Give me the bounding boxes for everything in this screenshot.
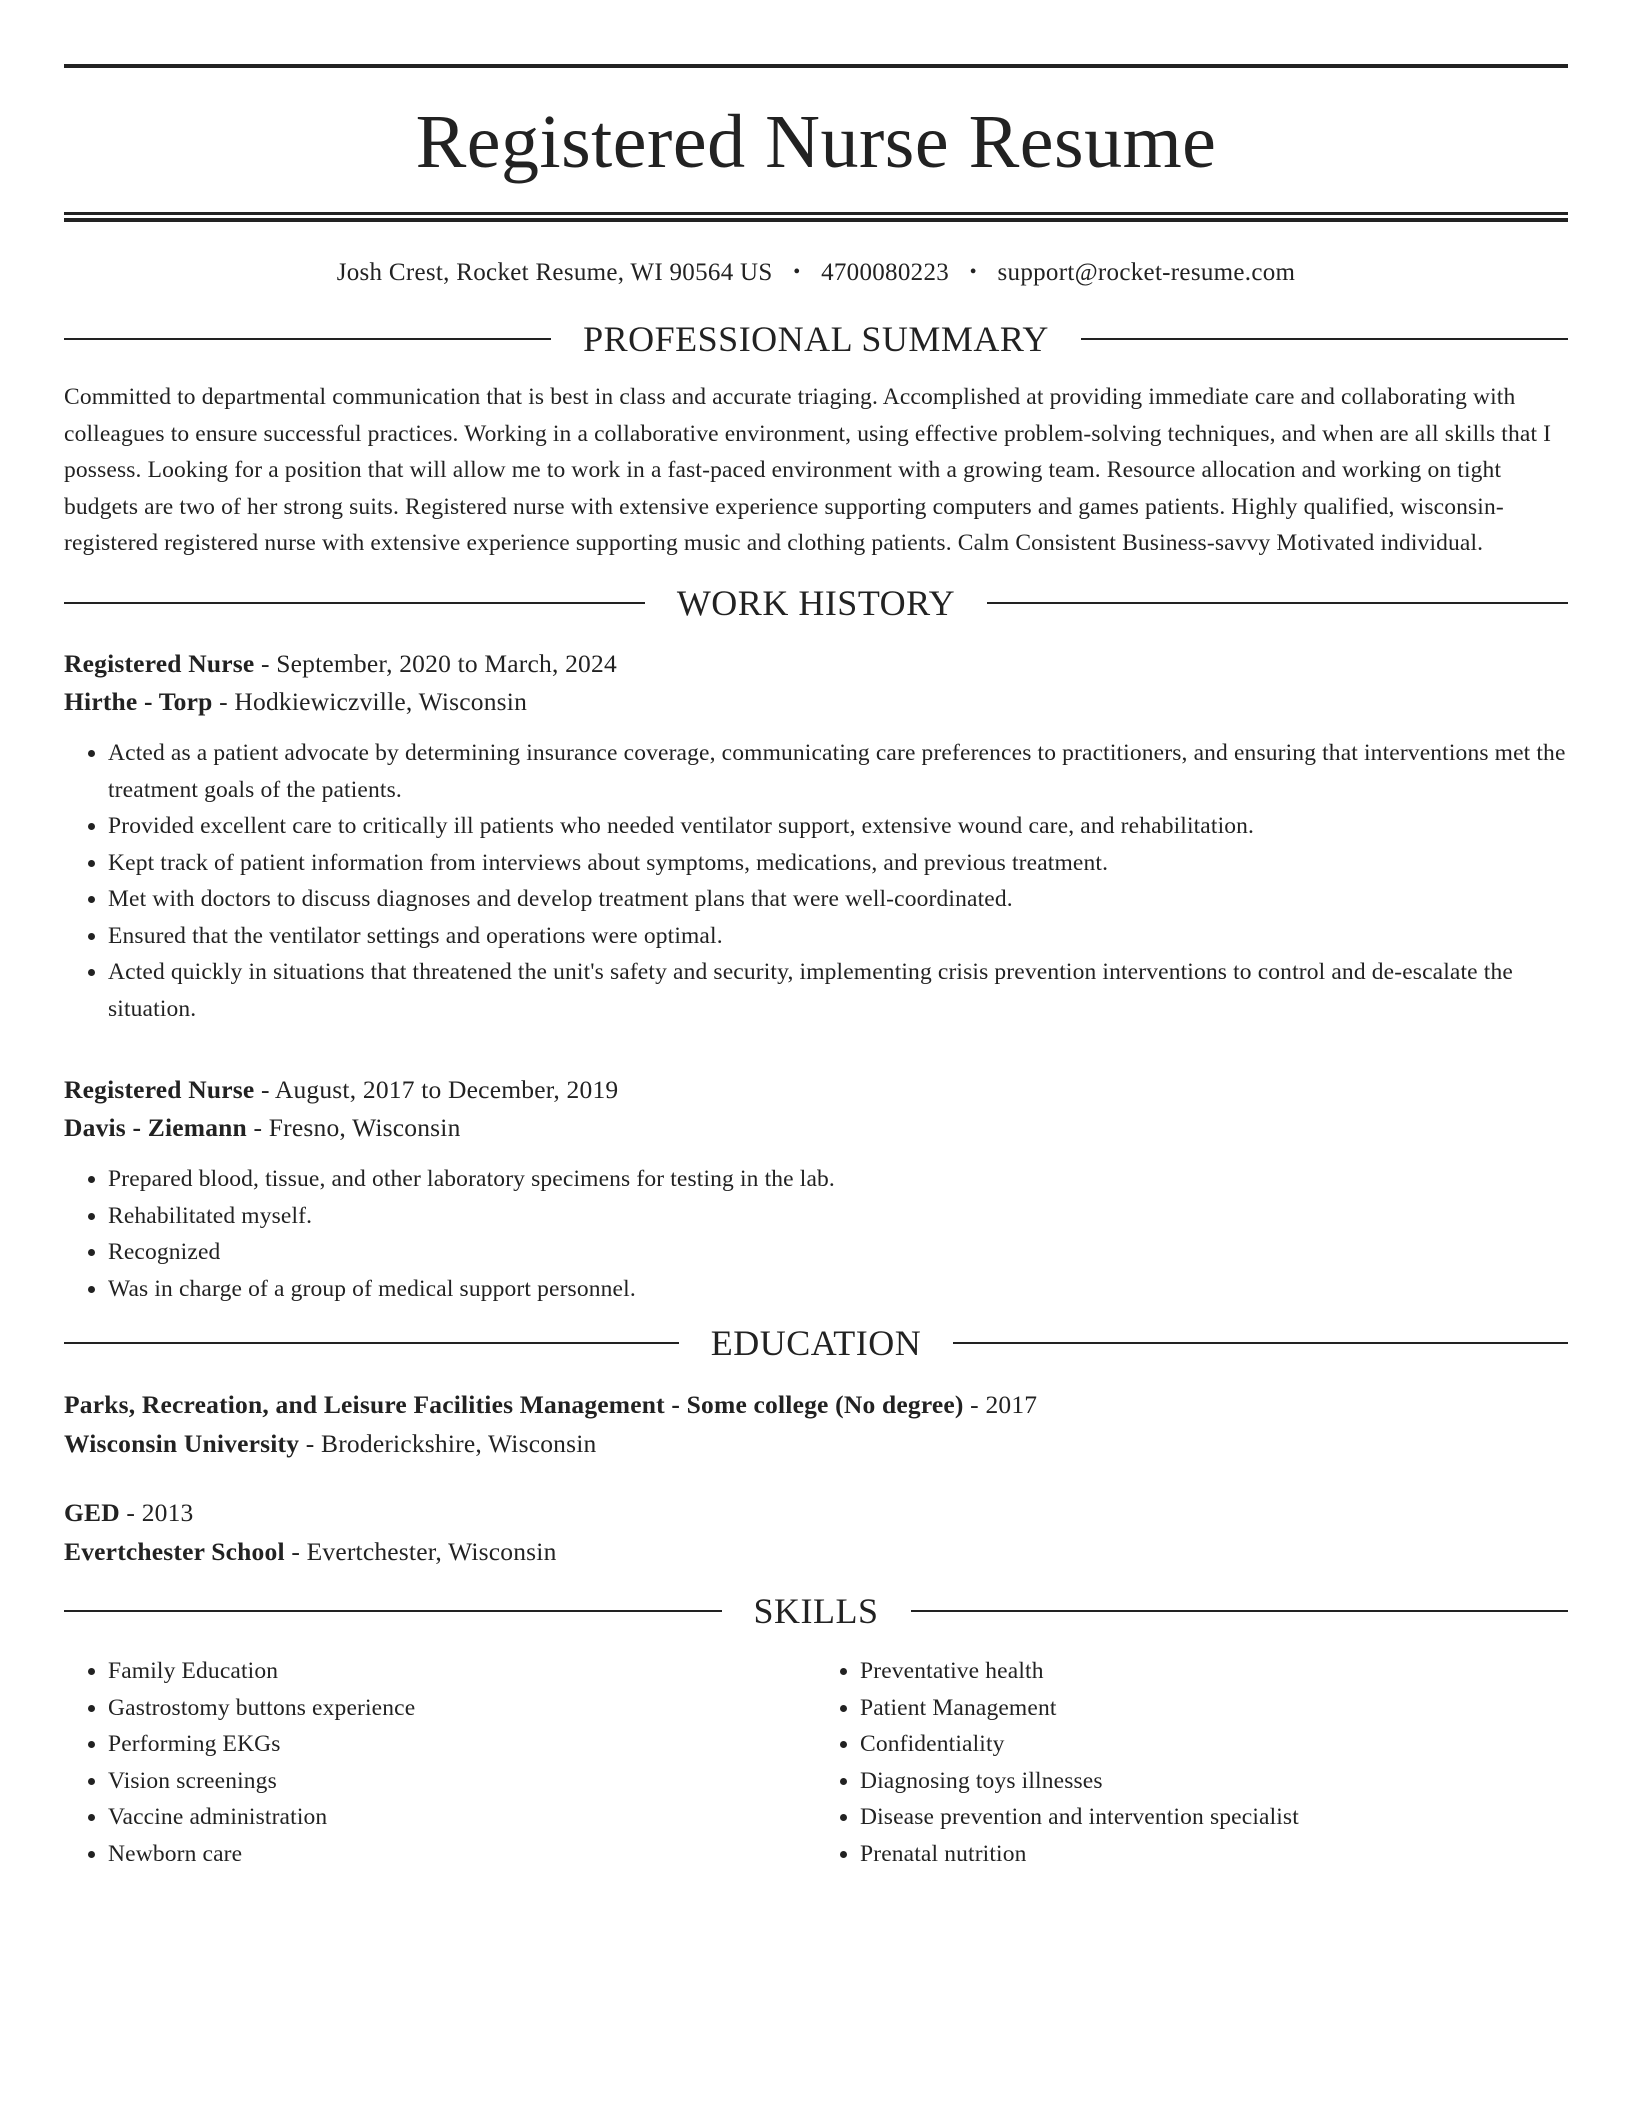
list-item: • Prenatal nutrition	[860, 1836, 1568, 1873]
skills-list-left	[64, 1653, 816, 1872]
list-item: • Was in charge of a group of medical support personnel.	[108, 1271, 1568, 1308]
list-item: • Gastrostomy buttons experience	[108, 1690, 816, 1727]
job-employer: Hirthe - Torp	[64, 687, 213, 716]
job-duties-list	[64, 735, 1568, 1027]
list-item: • Ensured that the ventilator settings and operations were optimal.	[108, 918, 1568, 955]
section-heading-skills	[64, 1593, 1568, 1629]
list-item: • Met with doctors to discuss diagnoses and develop treatment plans that were well-coordinated.	[108, 881, 1568, 918]
education-location: - Evertchester, Wisconsin	[284, 1537, 557, 1566]
list-item: • Diagnosing toys illnesses	[860, 1763, 1568, 1800]
list-item: • Prepared blood, tissue, and other laboratory specimens for testing in the lab.	[108, 1161, 1568, 1198]
list-item: • Newborn care	[108, 1836, 816, 1873]
list-item: • Provided excellent care to critically ill patients who needed ventilator support, extensive wound care, and rehabilitation.	[108, 808, 1568, 845]
list-item: • Disease prevention and intervention specialist	[860, 1799, 1568, 1836]
job-title: Registered Nurse	[64, 1075, 255, 1104]
education-school: Wisconsin University	[64, 1429, 300, 1458]
list-item: • Rehabilitated myself.	[108, 1198, 1568, 1235]
section-title: SKILLS	[753, 1591, 879, 1631]
contact-line	[64, 260, 1568, 285]
list-item: • Patient Management	[860, 1690, 1568, 1727]
job-duties-list	[64, 1161, 1568, 1307]
job-employer: Davis - Ziemann	[64, 1113, 247, 1142]
divider-line	[64, 1342, 679, 1344]
list-item: • Acted as a patient advocate by determining insurance coverage, communicating care preferences to practitioners, and ensuring that interventions met the treatment goals of the patients.	[108, 735, 1568, 808]
list-item: • Vaccine administration	[108, 1799, 816, 1836]
education-degree-line	[64, 1385, 1568, 1424]
education-entry	[64, 1385, 1568, 1463]
list-item: • Performing EKGs	[108, 1726, 816, 1763]
list-item: • Confidentiality	[860, 1726, 1568, 1763]
divider-line	[64, 338, 551, 340]
education-degree-line	[64, 1493, 1568, 1532]
education-degree: GED	[64, 1498, 120, 1527]
title-double-rule	[64, 212, 1568, 222]
divider-line	[1081, 338, 1568, 340]
education-year: - 2017	[963, 1390, 1038, 1419]
divider-line	[64, 1610, 722, 1612]
list-item: • Kept track of patient information from interviews about symptoms, medications, and previous treatment.	[108, 845, 1568, 882]
list-item: • Vision screenings	[108, 1763, 816, 1800]
section-title: WORK HISTORY	[676, 583, 956, 623]
top-rule	[64, 64, 1568, 68]
contact-separator: •	[969, 261, 977, 283]
summary-text: Committed to departmental communication that is best in class and accurate triaging. Accomplished at providing immediate care and collaborating with colleagues to ensure successful practices. Working in a collaborative environment, using effective problem-solving techniques, and when are all skills that I possess. Looking for a position that will allow me to work in a fast-paced environment with a growing team. Resource allocation and working on tight budgets are two of her strong suits. Registered nurse with extensive experience supporting computers and games patients. Highly qualified, wisconsin-registered registered nurse with extensive experience supporting music and clothing patients. Calm Consistent Business-savvy Motivated individual.	[64, 384, 1552, 556]
list-item: • Family Education	[108, 1653, 816, 1690]
education-year: - 2013	[119, 1498, 194, 1527]
section-heading-summary	[64, 321, 1568, 357]
divider-line	[987, 602, 1568, 604]
job-title-line	[64, 645, 1568, 683]
job-employer-line	[64, 683, 1568, 721]
divider-line	[64, 602, 645, 604]
skills-columns	[64, 1653, 1568, 1872]
education-entry	[64, 1493, 1568, 1571]
job-dates: - September, 2020 to March, 2024	[254, 649, 617, 678]
education-school: Evertchester School	[64, 1537, 285, 1566]
section-heading-work	[64, 585, 1568, 621]
education-school-line	[64, 1532, 1568, 1571]
job-entry	[64, 1071, 1568, 1307]
list-item: • Preventative health	[860, 1653, 1568, 1690]
job-location: - Fresno, Wisconsin	[246, 1113, 461, 1142]
job-title-line	[64, 1071, 1568, 1109]
divider-line	[911, 1610, 1569, 1612]
section-title: PROFESSIONAL SUMMARY	[583, 319, 1049, 359]
job-entry	[64, 645, 1568, 1027]
job-location: - Hodkiewiczville, Wisconsin	[212, 687, 528, 716]
contact-email: support@rocket-resume.com	[997, 259, 1296, 286]
list-item: • Recognized	[108, 1234, 1568, 1271]
job-employer-line	[64, 1109, 1568, 1147]
contact-address: Josh Crest, Rocket Resume, WI 90564 US	[336, 259, 773, 286]
divider-line	[953, 1342, 1568, 1344]
skills-list-right	[816, 1653, 1568, 1872]
education-location: - Broderickshire, Wisconsin	[299, 1429, 597, 1458]
contact-separator: •	[793, 261, 801, 283]
job-title: Registered Nurse	[64, 649, 255, 678]
section-heading-education	[64, 1325, 1568, 1361]
contact-phone: 4700080223	[821, 259, 950, 286]
page-title: Registered Nurse Resume	[415, 100, 1217, 184]
education-school-line	[64, 1424, 1568, 1463]
job-dates: - August, 2017 to December, 2019	[254, 1075, 619, 1104]
section-title: EDUCATION	[710, 1323, 922, 1363]
education-degree: Parks, Recreation, and Leisure Facilities Management - Some college (No degree)	[64, 1390, 964, 1419]
list-item: • Acted quickly in situations that threatened the unit's safety and security, implementing crisis prevention interventions to control and de-escalate the situation.	[108, 954, 1568, 1027]
